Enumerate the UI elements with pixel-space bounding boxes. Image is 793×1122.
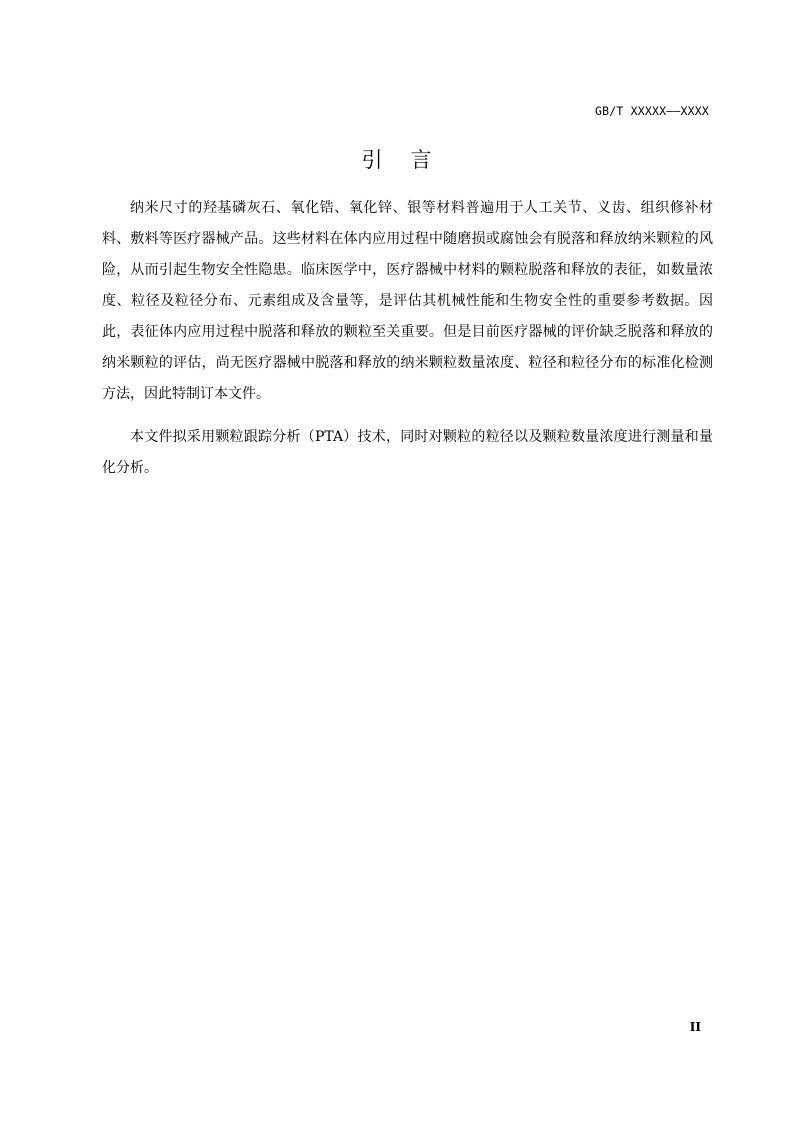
paragraph-2: 本文件拟采用颗粒跟踪分析（PTA）技术，同时对颗粒的粒径以及颗粒数量浓度进行测量和量化分析。 xyxy=(102,429,713,476)
standard-number: GB/T XXXXX——XXXX xyxy=(595,104,709,118)
introduction-body xyxy=(102,193,713,496)
page-number: II xyxy=(689,1020,701,1034)
paragraph-1: 纳米尺寸的羟基磷灰石、氧化锆、氧化锌、银等材料普遍用于人工关节、义齿、组织修补材料、敷料等医疗器械产品。这些材料在体内应用过程中随磨损或腐蚀会有脱落和释放纳米颗粒的风险，从而引起生物安全性隐患。临床医学中，医疗器械中材料的颗粒脱落和释放的表征，如数量浓度、粒径及粒径分布、元素组成及含量等，是评估其机械性能和生物安全性的重要参考数据。因此，表征体内应用过程中脱落和释放的颗粒至关重要。但是目前医疗器械的评价缺乏脱落和释放的纳米颗粒的评估，尚无医疗器械中脱落和释放的纳米颗粒数量浓度、粒径和粒径分布的标准化检测方法，因此特制订本文件。 xyxy=(102,200,713,402)
page-title: 引言 xyxy=(361,148,460,172)
